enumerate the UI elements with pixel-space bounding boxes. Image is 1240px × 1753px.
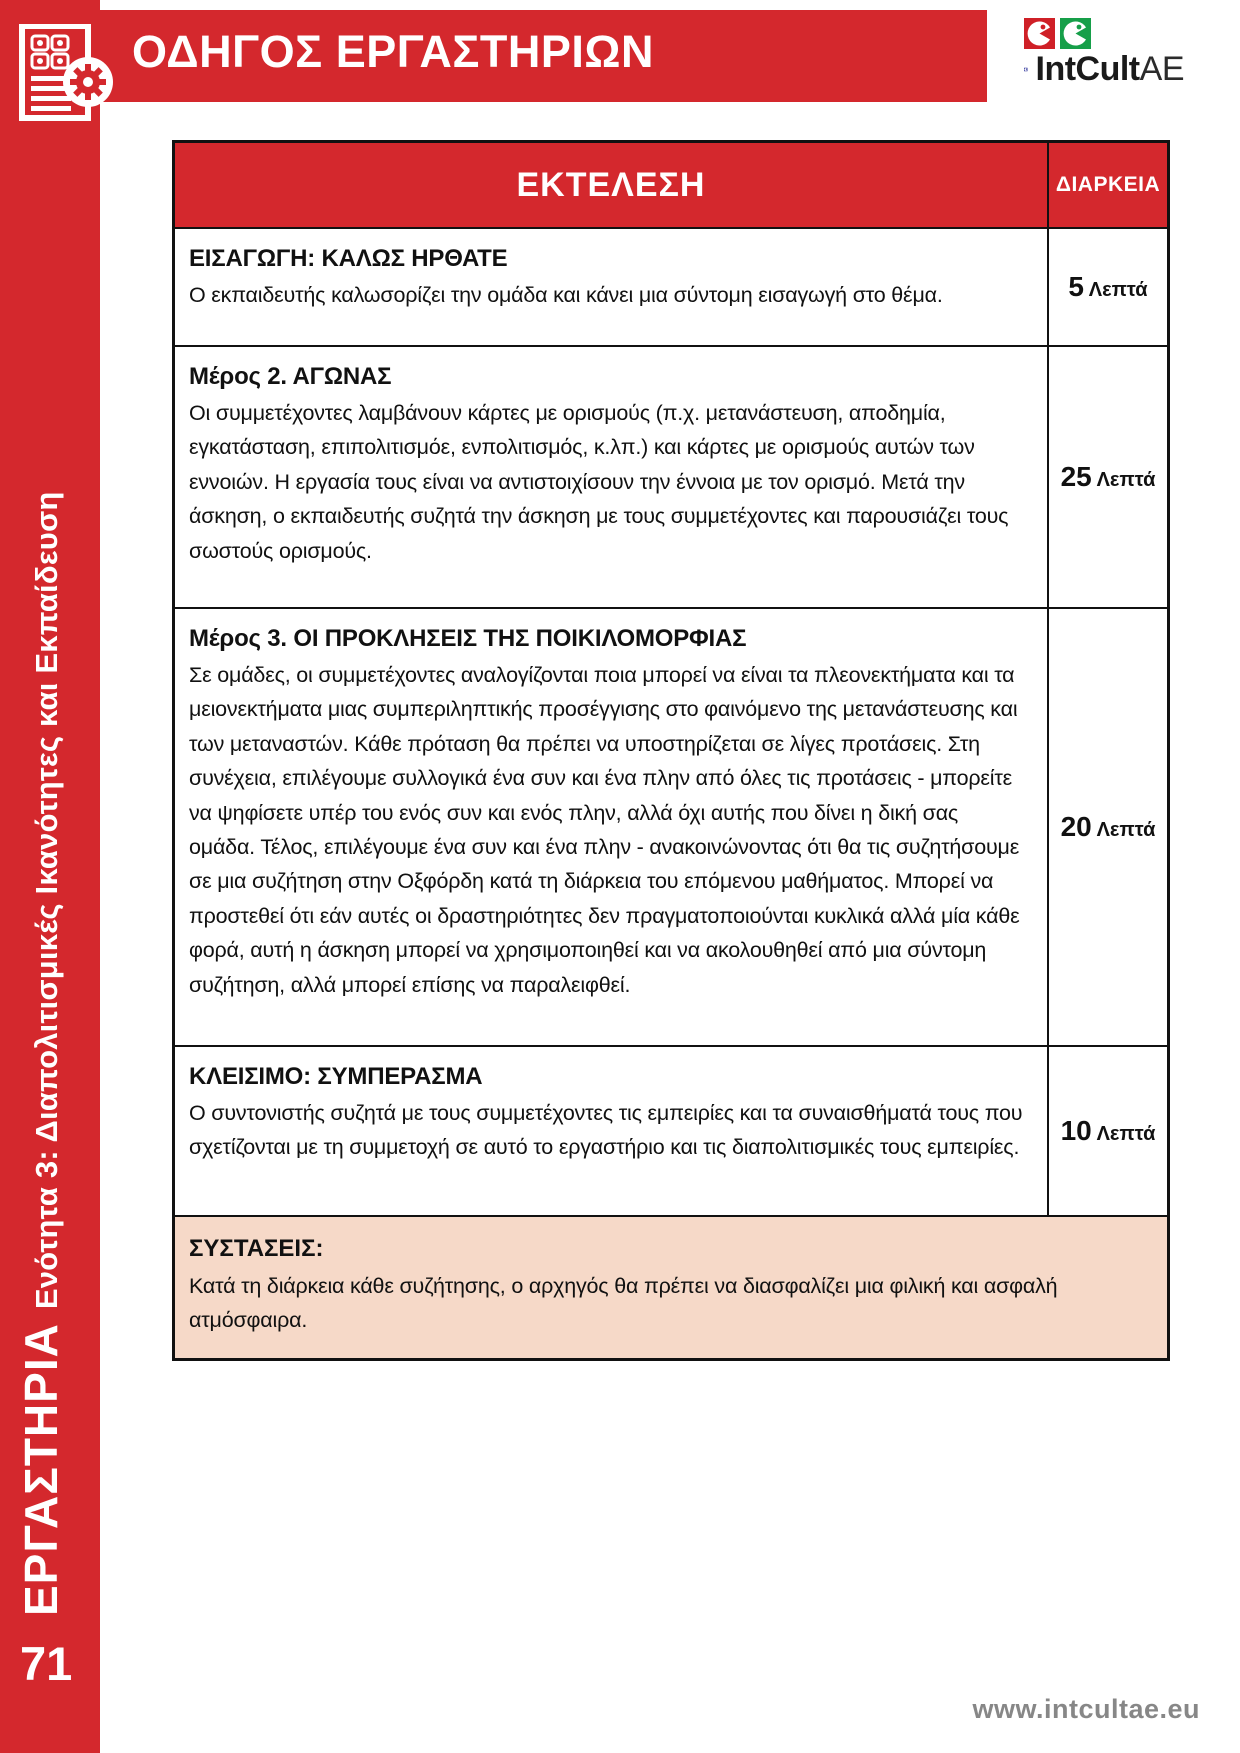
duration-header-cell	[1049, 143, 1167, 227]
page-number: 71	[20, 1637, 73, 1690]
row-title: Μέρος 3. ΟΙ ΠΡΟΚΛΗΣΕΙΣ ΤΗΣ ΠΟΙΚΙΛΟΜΟΡΦΙΑΣ	[189, 625, 747, 652]
row-content-cell	[175, 1047, 1049, 1215]
row-title: ΚΛΕΙΣΙΜΟ: ΣΥΜΠΕΡΑΣΜΑ	[189, 1063, 483, 1090]
row-duration-cell	[1049, 1047, 1167, 1215]
execution-header-cell	[175, 143, 1049, 227]
row-duration-cell	[1049, 229, 1167, 345]
recommendations-title: ΣΥΣΤΑΣΕΙΣ:	[189, 1235, 324, 1262]
duration-value: 25 Λεπτά	[1060, 461, 1156, 492]
duration-header-label: ΔΙΑΡΚΕΙΑ	[1055, 173, 1161, 196]
table-row-part3	[175, 607, 1167, 1045]
row-content-cell	[175, 347, 1049, 607]
logo-blue-face-icon	[1024, 54, 1028, 85]
row-body: Ο συντονιστής συζητά με τους συμμετέχοντες τις εμπειρίες και τα συναισθήματά τους που σχετίζονται με τη συμμετοχή σε αυτό το εργαστήριο και τις διαπολιτισμικές τους εμπειρίες.	[189, 1101, 1023, 1160]
gear-icon	[63, 57, 113, 107]
duration-value: 5 Λεπτά	[1068, 271, 1148, 302]
row-content-cell	[175, 609, 1049, 1045]
intcultae-logo	[1024, 18, 1184, 88]
logo-wordmark-thin: AE	[1139, 50, 1184, 88]
website-link[interactable]: www.intcultae.eu	[972, 1694, 1200, 1724]
row-duration-cell	[1049, 609, 1167, 1045]
row-body: Οι συμμετέχοντες λαμβάνουν κάρτες με ορισμούς (π.χ. μετανάστευση, αποδημία, εγκατάσταση, επιπολιτισμόε, ενπολιτισμός, κ.λπ.) και κάρτες με ορισμούς αυτών των εννοιών. Η εργασία τους είναι να αντιστοιχίσουν την έννοια με τον ορισμό. Μετά την άσκηση, ο εκπαιδευτής συζητά την άσκηση με τους συμμετέχοντες και παρουσιάζει τους σωστούς ορισμούς.	[189, 401, 1009, 563]
row-content-cell	[175, 229, 1049, 345]
table-row-part2	[175, 345, 1167, 607]
row-duration-cell	[1049, 347, 1167, 607]
sidebar-caption	[15, 491, 67, 1616]
row-body: Ο εκπαιδευτής καλωσορίζει την ομάδα και κάνει μια σύντομη εισαγωγή στο θέμα.	[189, 283, 943, 307]
duration-value: 20 Λεπτά	[1060, 811, 1156, 842]
logo-wordmark-bold: IntCult	[1035, 50, 1140, 88]
execution-header-label: ΕΚΤΕΛΕΣΗ	[516, 165, 706, 204]
page-title: ΟΔΗΓΟΣ ΕΡΓΑΣΤΗΡΙΩΝ	[132, 26, 654, 77]
recommendations-body: Κατά τη διάρκεια κάθε συζήτησης, ο αρχηγός θα πρέπει να διασφαλίζει μια φιλική και ασφαλή ατμόσφαιρα.	[189, 1274, 1058, 1333]
logo-wordmark	[1035, 50, 1185, 88]
table-row-introduction	[175, 227, 1167, 345]
row-body: Σε ομάδες, οι συμμετέχοντες αναλογίζονται ποια μπορεί να είναι τα πλεονεκτήματα και τα μειονεκτήματα μιας συμπεριληπτικής προσέγγισης στο φαινόμενο της μετανάστευσης και των μεταναστών. Κάθε πρόταση θα πρέπει να υποστηρίζεται σε λίγες προτάσεις. Στη συνέχεια, επιλέγουμε συλλογικά ένα συν και ένα πλην από όλες τις προτάσεις - μπορείτε να ψηφίσετε υπέρ του ενός συν και ενός πλην, αλλά όχι αυτής που δίνει η δική σας ομάδα. Τέλος, επιλέγουμε ένα συν και ένα πλην - ανακοινώνοντας ότι θα τις συζητήσουμε σε μια συζήτηση στην Οξφόρδη κατά τη διάρκεια του επόμενου μαθήματος. Μπορεί να προστεθεί ότι εάν αυτές οι δραστηριότητες δεν πραγματοποιούνται κυκλικά αλλά μία κάθε φορά, αυτή η άσκηση μπορεί να χρησιμοποιηθεί και να ακολουθηθεί από μια σύντομη συζήτηση, αλλά μπορεί επίσης να παραλειφθεί.	[189, 663, 1020, 997]
sidebar-caption-subtitle: Ενότητα 3: Διαπολιτισμικές Ικανότητες και Εκπαίδευση	[29, 491, 64, 1310]
duration-value: 10 Λεπτά	[1060, 1115, 1156, 1146]
sidebar-caption-title: ΕΡΓΑΣΤΗΡΙΑ	[15, 1323, 67, 1616]
row-title: Μέρος 2. ΑΓΩΝΑΣ	[189, 363, 392, 390]
row-title: ΕΙΣΑΓΩΓΗ: ΚΑΛΩΣ ΗΡΘΑΤΕ	[189, 245, 508, 272]
recommendations-section	[175, 1215, 1167, 1358]
table-row-closing	[175, 1045, 1167, 1215]
logo-green-face-icon	[1060, 18, 1091, 49]
execution-table	[172, 140, 1170, 1361]
table-header-row	[175, 143, 1167, 227]
logo-red-face-icon	[1024, 18, 1055, 49]
workshop-document-icon	[14, 24, 114, 124]
